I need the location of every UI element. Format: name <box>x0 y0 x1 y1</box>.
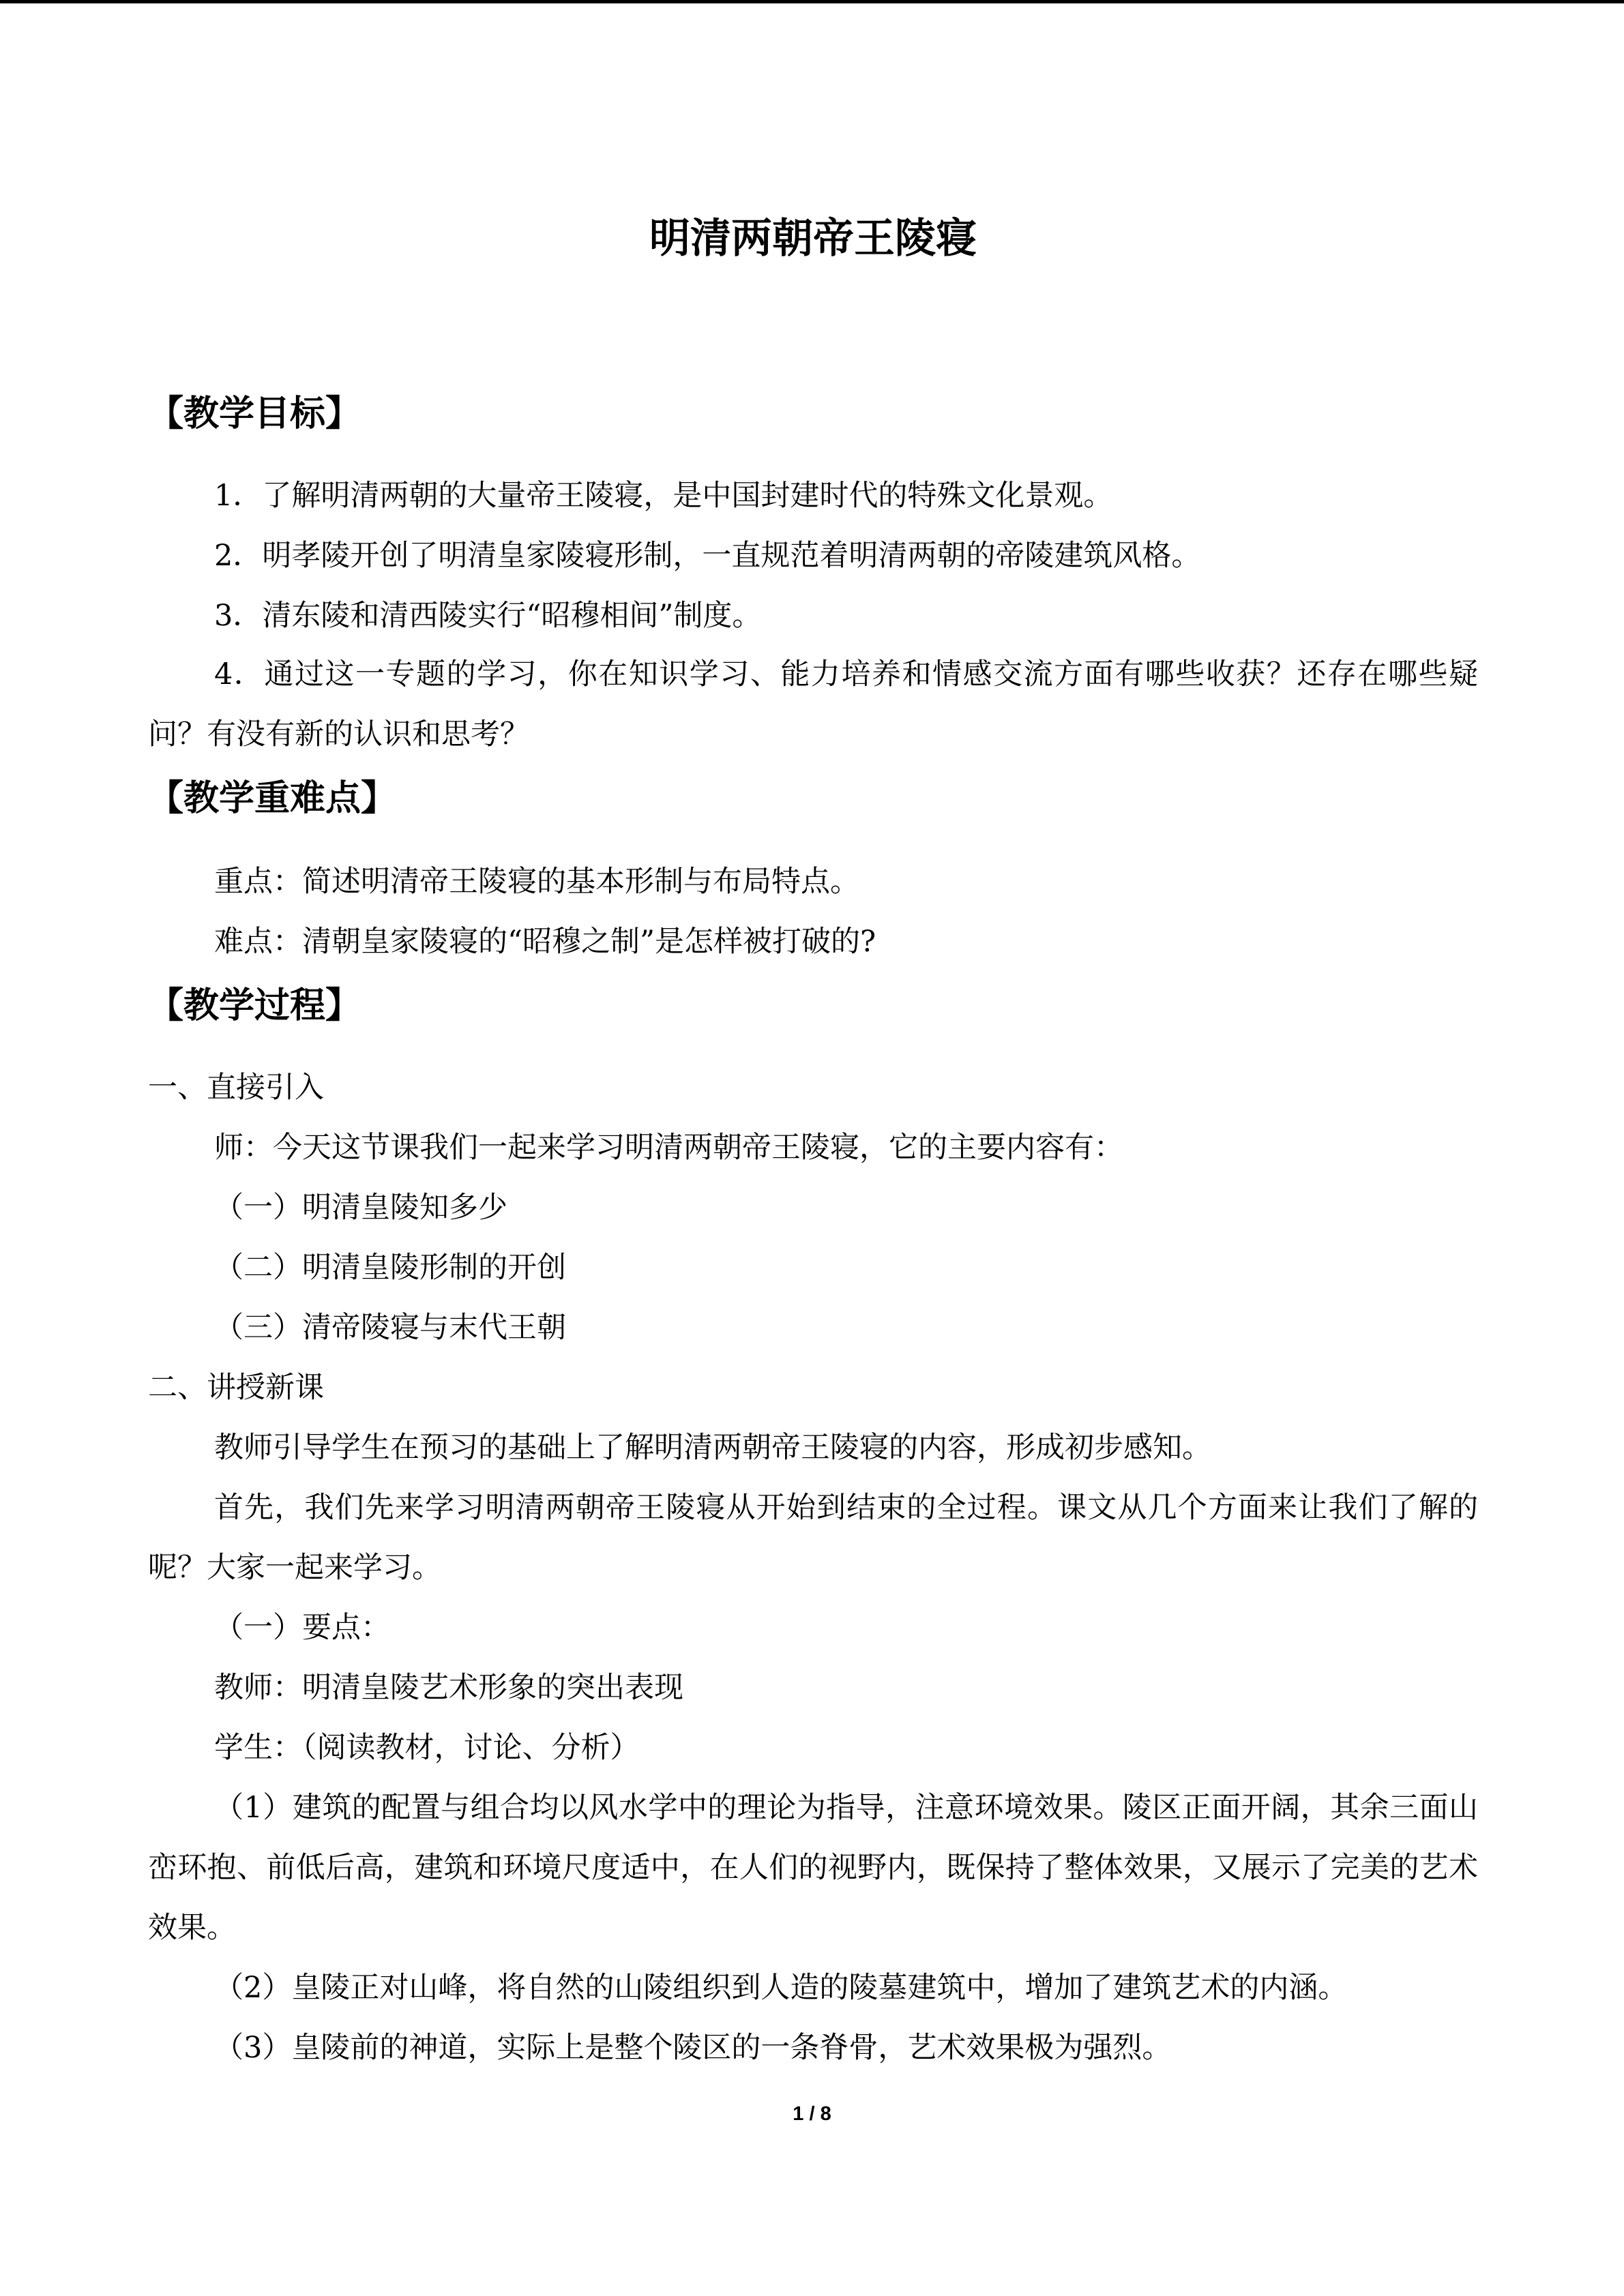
objective-item-1: 1．了解明清两朝的大量帝王陵寝，是中国封建时代的特殊文化景观。 <box>214 479 1113 513</box>
art-point-2: （2）皇陵正对山峰，将自然的山陵组织到人造的陵墓建筑中，增加了建筑艺术的内涵。 <box>214 1971 1348 2005</box>
part2-paragraph-1: 教师引导学生在预习的基础上了解明清两朝帝王陵寝的内容，形成初步感知。 <box>214 1431 1211 1465</box>
topic-item-2: （二）明清皇陵形制的开创 <box>214 1251 566 1285</box>
topic-item-3: （三）清帝陵寝与末代王朝 <box>214 1311 566 1345</box>
page-top-border <box>0 0 1624 3</box>
part2-heading: 二、讲授新课 <box>148 1371 324 1405</box>
process-heading: 【教学过程】 <box>148 985 361 1026</box>
key-point-focus: 重点：简述明清帝王陵寝的基本形制与布局特点。 <box>214 865 859 899</box>
objective-item-4: 4．通过这一专题的学习，你在知识学习、能力培养和情感交流方面有哪些收获？还存在哪些疑问？有没有新的认识和思考？ <box>148 657 1478 751</box>
part2-paragraph-2: 首先，我们先来学习明清两朝帝王陵寝从开始到结束的全过程。课文从几个方面来让我们了解的呢？大家一起来学习。 <box>148 1491 1478 1585</box>
part1-intro: 师：今天这节课我们一起来学习明清两朝帝王陵寝，它的主要内容有： <box>214 1131 1123 1165</box>
part2-teacher-line: 教师：明清皇陵艺术形象的突出表现 <box>214 1671 683 1705</box>
part1-heading: 一、直接引入 <box>148 1071 324 1105</box>
key-point-difficulty: 难点：清朝皇家陵寝的“昭穆之制”是怎样被打破的? <box>214 925 876 959</box>
art-point-3: （3）皇陵前的神道，实际上是整个陵区的一条脊骨，艺术效果极为强烈。 <box>214 2031 1172 2065</box>
art-point-1: （1）建筑的配置与组合均以风水学中的理论为指导，注意环境效果。陵区正面开阔，其余三面山峦环抱、前低后高，建筑和环境尺度适中，在人们的视野内，既保持了整体效果，又展示了完美的艺术效果。 <box>148 1791 1478 1945</box>
objectives-heading: 【教学目标】 <box>148 393 361 434</box>
key-points-heading: 【教学重难点】 <box>148 777 397 819</box>
page-number: 1 / 8 <box>793 2103 831 2125</box>
objective-item-2: 2．明孝陵开创了明清皇家陵寝形制，一直规范着明清两朝的帝陵建筑风格。 <box>214 539 1201 573</box>
part2-student-line: 学生：（阅读教材，讨论、分析） <box>214 1731 640 1765</box>
part2-sub-heading: （一）要点： <box>214 1611 390 1645</box>
objective-item-3: 3．清东陵和清西陵实行“昭穆相间”制度。 <box>214 599 762 633</box>
document-title: 明清两朝帝王陵寝 <box>649 215 977 263</box>
topic-item-1: （一）明清皇陵知多少 <box>214 1191 507 1225</box>
